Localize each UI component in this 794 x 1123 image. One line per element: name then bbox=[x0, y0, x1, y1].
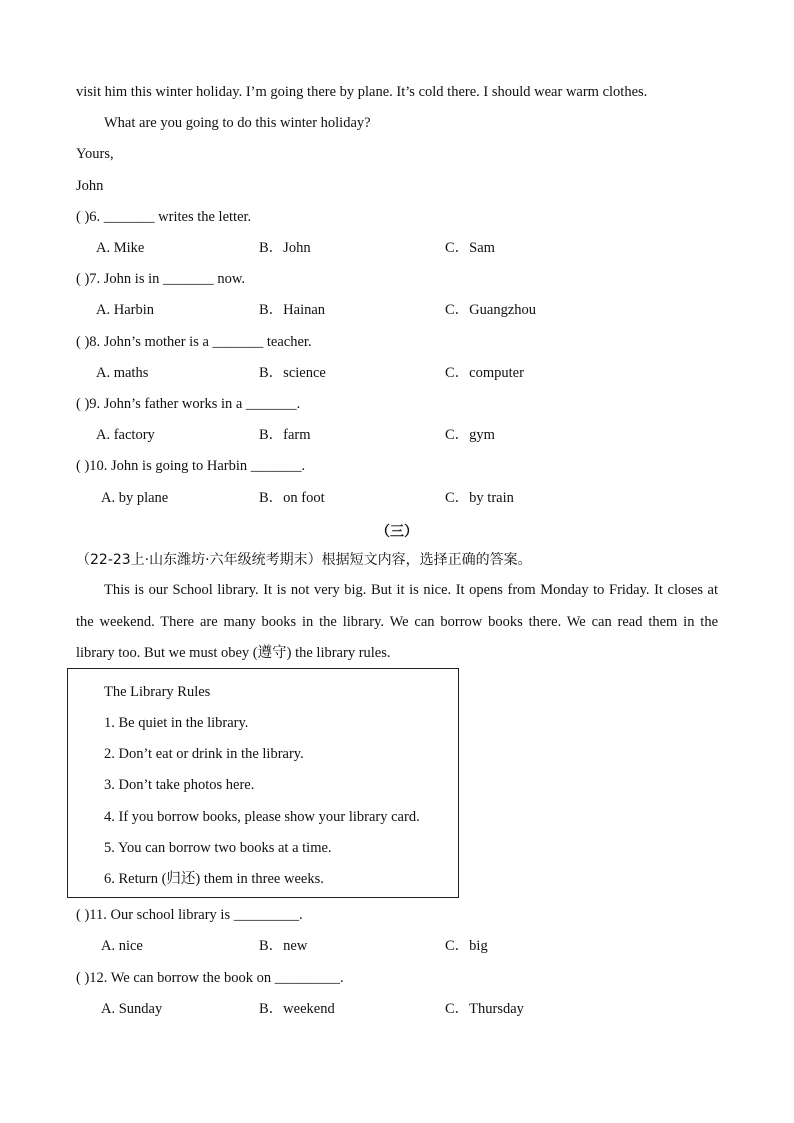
option-c[interactable]: C．by train bbox=[445, 490, 514, 506]
options-row bbox=[0, 937, 794, 955]
option-b[interactable]: B．Hainan bbox=[259, 302, 326, 318]
question-stem: ( )11. Our school library is _________. bbox=[76, 907, 303, 923]
question-stem: ( )7. John is in _______ now. bbox=[76, 271, 246, 287]
option-a[interactable]: A. maths bbox=[96, 365, 149, 381]
option-c[interactable]: C．Sam bbox=[445, 240, 495, 256]
question-stem: ( )8. John’s mother is a _______ teacher. bbox=[76, 334, 312, 350]
option-b[interactable]: B．farm bbox=[259, 427, 311, 443]
rule-item: 3. Don’t take photos here. bbox=[104, 777, 255, 793]
rule-item: 5. You can borrow two books at a time. bbox=[104, 840, 332, 856]
option-c[interactable]: C．Guangzhou bbox=[445, 302, 537, 318]
reading-passage: This is our School library. It is not very big. But it is nice. It opens from Monday to Friday. It closes at the weekend. There are many books in the library. We can borrow books there. We can read them in the library too. But we must obey (遵守) the library rules. bbox=[76, 582, 718, 661]
library-rules-box bbox=[67, 668, 459, 898]
option-a[interactable]: A. factory bbox=[96, 427, 155, 443]
question-stem: ( )9. John’s father works in a _______. bbox=[76, 396, 301, 412]
option-a[interactable]: A. Mike bbox=[96, 240, 145, 256]
option-b[interactable]: B．science bbox=[259, 365, 326, 381]
option-c[interactable]: C．gym bbox=[445, 427, 495, 443]
rule-item: 2. Don’t eat or drink in the library. bbox=[104, 746, 304, 762]
question-stem: ( )10. John is going to Harbin _______. bbox=[76, 458, 306, 474]
letter-line-1: visit him this winter holiday. I’m going there by plane. It’s cold there. I should wear warm clothes. bbox=[76, 84, 648, 100]
option-b[interactable]: B．John bbox=[259, 240, 311, 256]
section-instruction: （22-23上·山东潍坊·六年级统考期末）根据短文内容，选择正确的答案。 bbox=[76, 552, 532, 568]
options-row bbox=[0, 301, 794, 319]
options-row bbox=[0, 239, 794, 257]
letter-closing: Yours, bbox=[76, 146, 114, 162]
options-row bbox=[0, 426, 794, 444]
letter-line-2: What are you going to do this winter holiday? bbox=[104, 115, 371, 131]
option-a[interactable]: A. nice bbox=[101, 938, 143, 954]
options-row bbox=[0, 364, 794, 382]
option-b[interactable]: B．weekend bbox=[259, 1001, 335, 1017]
option-b[interactable]: B．on foot bbox=[259, 490, 325, 506]
option-a[interactable]: A. by plane bbox=[101, 490, 169, 506]
letter-signature: John bbox=[76, 178, 104, 194]
rule-item: 4. If you borrow books, please show your library card. bbox=[104, 809, 420, 825]
option-b[interactable]: B．new bbox=[259, 938, 308, 954]
rule-item: 1. Be quiet in the library. bbox=[104, 715, 249, 731]
section-title: （三） bbox=[376, 524, 418, 540]
rules-heading: The Library Rules bbox=[104, 684, 211, 700]
options-row bbox=[0, 489, 794, 507]
option-a[interactable]: A. Sunday bbox=[101, 1001, 163, 1017]
question-stem: ( )6. _______ writes the letter. bbox=[76, 209, 252, 225]
option-c[interactable]: C．Thursday bbox=[445, 1001, 524, 1017]
option-c[interactable]: C．big bbox=[445, 938, 488, 954]
options-row bbox=[0, 1000, 794, 1018]
rule-item: 6. Return (归还) them in three weeks. bbox=[104, 871, 324, 887]
option-c[interactable]: C．computer bbox=[445, 365, 524, 381]
question-stem: ( )12. We can borrow the book on _________. bbox=[76, 970, 344, 986]
option-a[interactable]: A. Harbin bbox=[96, 302, 154, 318]
